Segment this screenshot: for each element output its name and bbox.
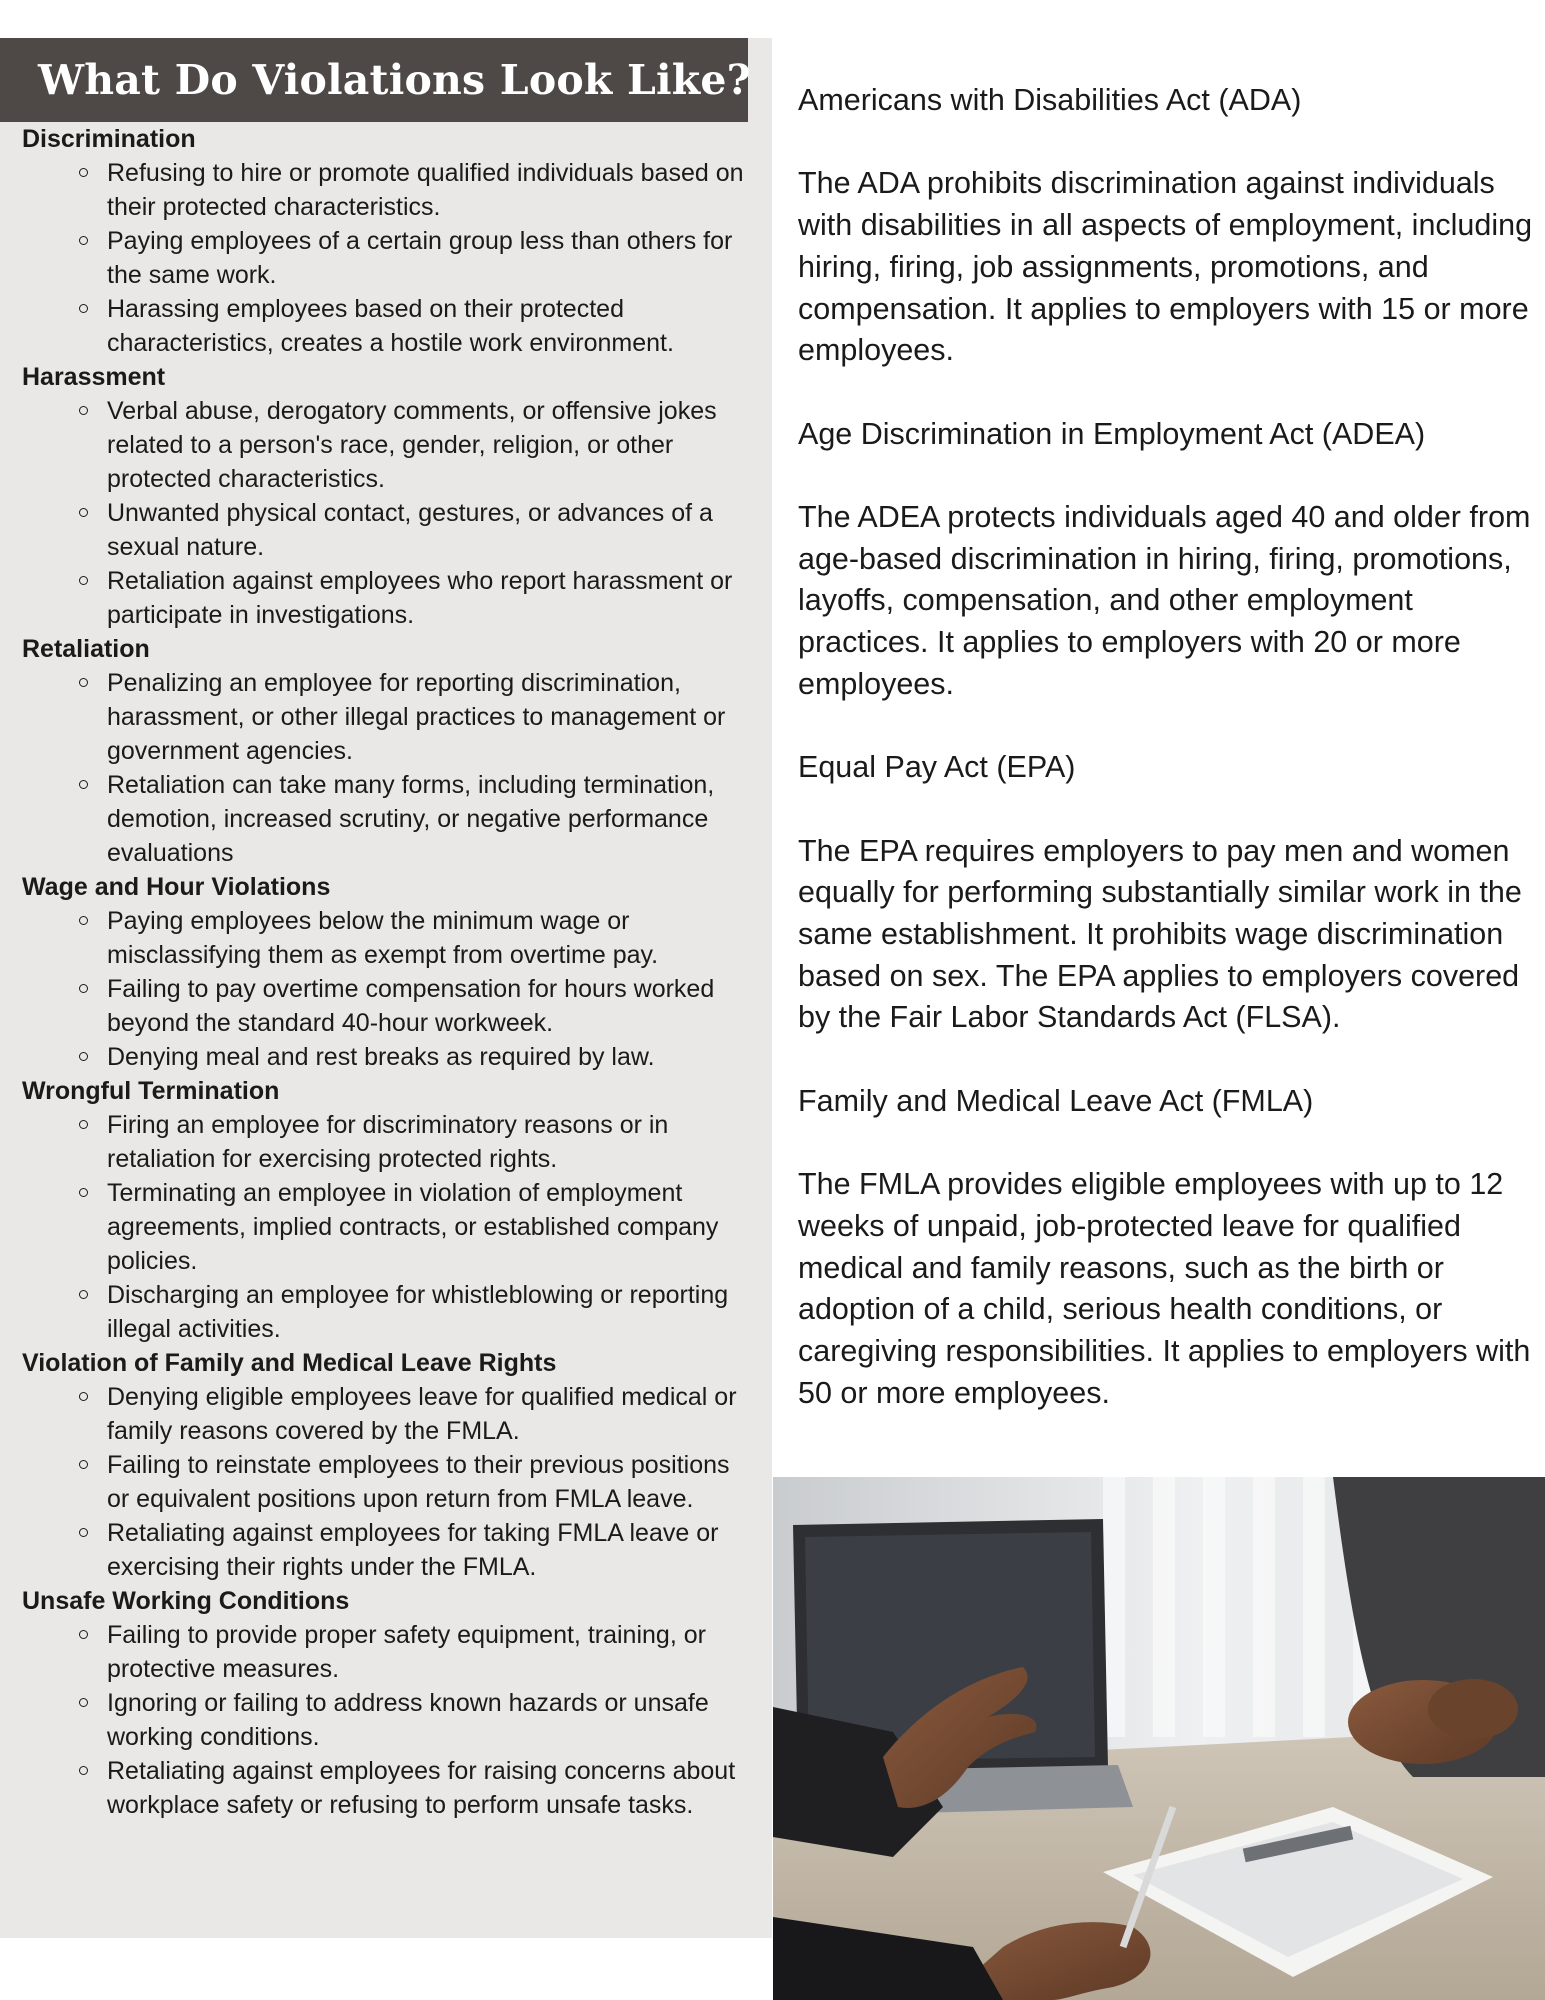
section-bullet-list (22, 666, 757, 870)
violations-list (22, 122, 757, 1822)
list-item: Denying meal and rest breaks as required by law. (107, 1040, 757, 1074)
list-item: Paying employees below the minimum wage or misclassifying them as exempt from overtime pay. (107, 904, 757, 972)
list-item: Firing an employee for discriminatory reasons or in retaliation for exercising protected rights. (107, 1108, 757, 1176)
section-heading: Violation of Family and Medical Leave Rights (22, 1349, 557, 1377)
list-item: Failing to pay overtime compensation for hours worked beyond the standard 40-hour workweek. (107, 972, 757, 1040)
section-heading: Wrongful Termination (22, 1077, 280, 1105)
law-description: The EPA requires employers to pay men and women equally for performing substantially similar work in the same establishment. It prohibits wage discrimination based on sex. The EPA applies to employers covered by the Fair Labor Standards Act (FLSA). (798, 833, 1522, 1035)
list-item: Harassing employees based on their protected characteristics, creates a hostile work environment. (107, 292, 757, 360)
law-name: Age Discrimination in Employment Act (ADEA) (798, 416, 1426, 451)
law-description: The FMLA provides eligible employees with up to 12 weeks of unpaid, job-protected leave for qualified medical and family reasons, such as the birth or adoption of a child, serious health conditions, or caregiving responsibilities. It applies to employers with 50 or more employees. (798, 1167, 1531, 1410)
section-heading: Retaliation (22, 635, 150, 663)
list-item: Discharging an employee for whistleblowing or reporting illegal activities. (107, 1278, 757, 1346)
section-heading: Unsafe Working Conditions (22, 1587, 350, 1615)
law-name: Equal Pay Act (EPA) (798, 750, 1076, 785)
list-item: Terminating an employee in violation of employment agreements, implied contracts, or established company policies. (107, 1176, 757, 1278)
list-item: Paying employees of a certain group less than others for the same work. (107, 224, 757, 292)
title-banner (0, 38, 751, 122)
list-item: Verbal abuse, derogatory comments, or offensive jokes related to a person's race, gender, religion, or other protected characteristics. (107, 394, 757, 496)
section-heading: Wage and Hour Violations (22, 873, 331, 901)
section-bullet-list (22, 904, 757, 1074)
list-item: Retaliating against employees for taking FMLA leave or exercising their rights under the FMLA. (107, 1516, 757, 1584)
page-title: What Do Violations Look Like? (38, 56, 751, 104)
section-heading: Harassment (22, 363, 166, 391)
section-bullet-list (22, 394, 757, 632)
section-bullet-list (22, 1618, 757, 1822)
law-description: The ADEA protects individuals aged 40 and older from age-based discrimination in hiring, firing, promotions, layoffs, compensation, and other employment practices. It applies to employers with 20 or more employees. (798, 499, 1531, 701)
list-item: Unwanted physical contact, gestures, or advances of a sexual nature. (107, 496, 757, 564)
section-bullet-list (22, 1108, 757, 1346)
laws-list (798, 80, 1538, 1456)
section-heading: Discrimination (22, 125, 196, 153)
list-item: Failing to reinstate employees to their previous positions or equivalent positions upon return from FMLA leave. (107, 1448, 757, 1516)
list-item: Refusing to hire or promote qualified individuals based on their protected characteristics. (107, 156, 757, 224)
list-item: Penalizing an employee for reporting discrimination, harassment, or other illegal practices to management or government agencies. (107, 666, 757, 768)
meeting-photo (773, 1477, 1545, 2000)
section-bullet-list (22, 1380, 757, 1584)
law-name: Americans with Disabilities Act (ADA) (798, 83, 1302, 117)
list-item: Retaliating against employees for raising concerns about workplace safety or refusing to perform unsafe tasks. (107, 1754, 757, 1822)
section-bullet-list (22, 156, 757, 360)
list-item: Failing to provide proper safety equipment, training, or protective measures. (107, 1618, 757, 1686)
list-item: Retaliation can take many forms, including termination, demotion, increased scrutiny, or negative performance evaluations (107, 768, 757, 870)
law-description: The ADA prohibits discrimination against individuals with disabilities in all aspects of employment, including hiring, firing, job assignments, promotions, and compensation. It applies to employers with 15 or more employees. (798, 166, 1533, 368)
list-item: Retaliation against employees who report harassment or participate in investigations. (107, 564, 757, 632)
law-name: Family and Medical Leave Act (FMLA) (798, 1083, 1314, 1118)
list-item: Denying eligible employees leave for qualified medical or family reasons covered by the FMLA. (107, 1380, 757, 1448)
list-item: Ignoring or failing to address known hazards or unsafe working conditions. (107, 1686, 757, 1754)
